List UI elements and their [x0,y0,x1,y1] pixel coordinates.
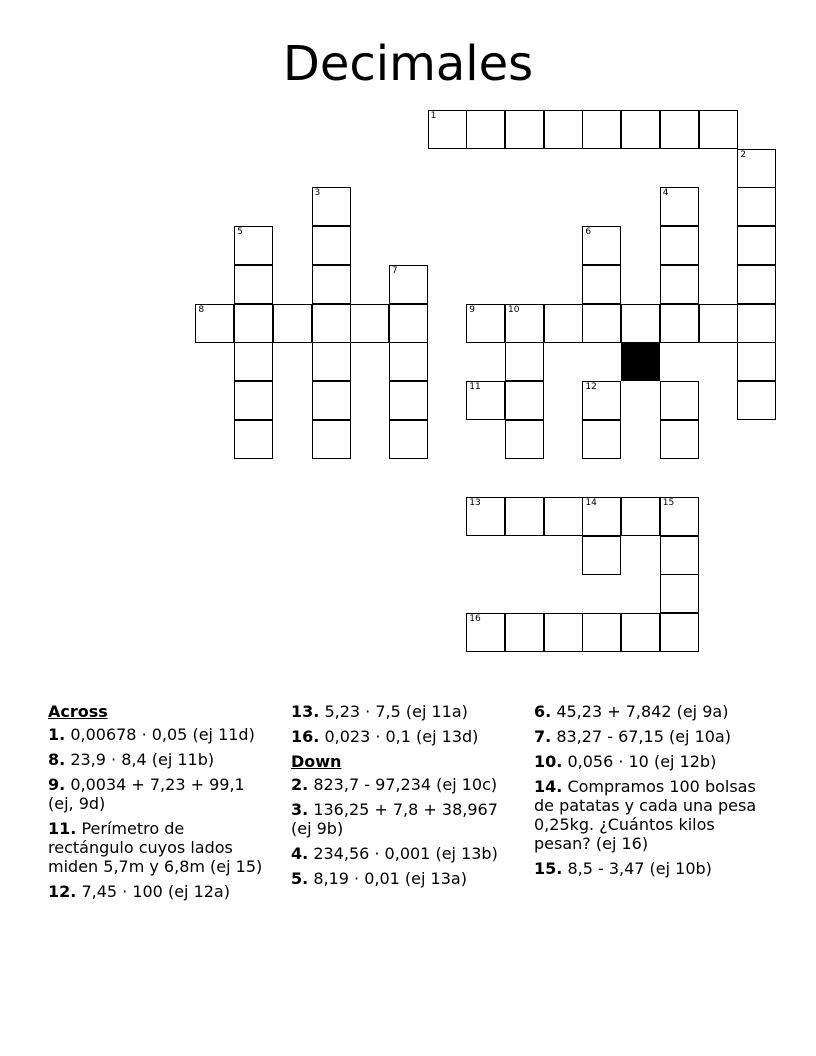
crossword-cell[interactable] [582,497,621,536]
crossword-cell[interactable] [582,613,621,652]
crossword-cell[interactable] [699,110,738,149]
clue-down-3: 3. 136,25 + 7,8 + 38,967 (ej 9b) [291,800,498,838]
crossword-cell[interactable] [505,110,544,149]
crossword-cell[interactable] [195,304,234,343]
crossword-cell[interactable] [660,265,699,304]
crossword-cell[interactable] [312,187,351,226]
cell-number: 15 [662,498,675,508]
crossword-block [621,342,660,381]
clue-across-16: 16. 0,023 · 0,1 (ej 13d) [291,727,479,746]
cell-number: 7 [391,265,398,276]
cell-number: 1 [430,111,437,121]
crossword-cell[interactable] [660,226,699,265]
cell-number: 14 [585,498,597,508]
crossword-cell[interactable] [737,342,776,381]
crossword-cell[interactable] [660,304,699,343]
crossword-cell[interactable] [466,110,505,149]
crossword-cell[interactable] [582,420,621,459]
crossword-cell[interactable] [466,613,505,652]
crossword-cell[interactable] [505,342,544,381]
crossword-cell[interactable] [582,226,621,265]
crossword-cell[interactable] [428,110,467,149]
crossword-cell[interactable] [234,304,273,343]
crossword-cell[interactable] [505,420,544,459]
cell-number: 3 [314,188,321,199]
clue-across-1: 1. 0,00678 · 0,05 (ej 11d) [48,725,255,744]
crossword-cell[interactable] [621,110,660,149]
crossword-cell[interactable] [660,574,699,613]
crossword-cell[interactable] [582,536,621,575]
cell-number: 11 [469,381,481,392]
crossword-cell[interactable] [466,497,505,536]
crossword-cell[interactable] [582,304,621,343]
crossword-cell[interactable] [234,226,273,265]
cell-number: 2 [740,149,746,160]
crossword-cell[interactable] [660,497,699,536]
page-title: Decimales [282,36,534,92]
clue-across-8: 8. 23,9 · 8,4 (ej 11b) [48,750,215,769]
crossword-cell[interactable] [505,304,544,343]
crossword-cell[interactable] [660,420,699,459]
crossword-cell[interactable] [660,381,699,420]
clue-across-13: 13. 5,23 · 7,5 (ej 11a) [291,702,468,721]
down-heading: Down [291,752,342,771]
crossword-cell[interactable] [737,304,776,343]
clue-down-5: 5. 8,19 · 0,01 (ej 13a) [291,869,467,888]
cell-number: 13 [469,498,481,508]
crossword-cell[interactable] [621,613,660,652]
clue-down-2: 2. 823,7 - 97,234 (ej 10c) [291,775,498,794]
clue-down-4: 4. 234,56 · 0,001 (ej 13b) [291,844,498,863]
crossword-cell[interactable] [234,265,273,304]
crossword-cell[interactable] [312,381,351,420]
across-heading: Across [48,702,108,721]
crossword-cell[interactable] [544,304,583,343]
crossword-cell[interactable] [621,304,660,343]
crossword-cell[interactable] [582,110,621,149]
clue-down-15: 15. 8,5 - 3,47 (ej 10b) [534,859,712,878]
crossword-cell[interactable] [737,381,776,420]
crossword-cell[interactable] [544,613,583,652]
crossword-cell[interactable] [660,187,699,226]
crossword-cell[interactable] [389,342,428,381]
cell-number: 4 [662,188,669,199]
crossword-cell[interactable] [505,613,544,652]
crossword-cell[interactable] [660,613,699,652]
clue-down-7: 7. 83,27 - 67,15 (ej 10a) [534,727,731,746]
cell-number: 16 [469,614,481,625]
crossword-cell[interactable] [660,536,699,575]
cell-number: 6 [585,227,592,238]
clues-column-1 [48,702,273,907]
crossword-cell[interactable] [389,381,428,420]
crossword-cell[interactable] [312,420,351,459]
crossword-cell[interactable] [389,304,428,343]
clue-down-10: 10. 0,056 · 10 (ej 12b) [534,752,717,771]
crossword-cell[interactable] [737,149,776,188]
clue-across-9: 9. 0,0034 + 7,23 + 99,1 (ej, 9d) [48,775,245,813]
crossword-cell[interactable] [312,265,351,304]
clue-down-14: 14. Compramos 100 bolsas de patatas y cada una pesa 0,25kg. ¿Cuántos kilos pesan? (ej 16) [534,777,757,853]
clues-column-2 [291,702,516,894]
crossword-cell[interactable] [699,304,738,343]
crossword-cell[interactable] [737,187,776,226]
clue-across-11: 11. Perímetro de rectángulo cuyos lados miden 5,7m y 6,8m (ej 15) [48,819,263,876]
crossword-cell[interactable] [273,304,312,343]
crossword-cell[interactable] [312,342,351,381]
crossword-cell[interactable] [466,304,505,343]
crossword-cell[interactable] [544,497,583,536]
crossword-cell[interactable] [621,497,660,536]
cell-number: 12 [585,381,597,392]
crossword-cell[interactable] [312,226,351,265]
cell-number: 5 [237,227,243,238]
crossword-cell[interactable] [312,304,351,343]
crossword-cell[interactable] [234,342,273,381]
crossword-cell[interactable] [466,381,505,420]
crossword-cell[interactable] [350,304,389,343]
crossword-cell[interactable] [389,265,428,304]
crossword-cell[interactable] [234,381,273,420]
crossword-cell[interactable] [505,381,544,420]
crossword-cell[interactable] [737,226,776,265]
clue-across-12: 12. 7,45 · 100 (ej 12a) [48,882,230,901]
cell-number: 8 [198,304,205,315]
crossword-cell[interactable] [582,265,621,304]
cell-number: 10 [508,304,520,315]
crossword-cell[interactable] [544,110,583,149]
clues-column-3 [534,702,759,884]
cell-number: 9 [469,304,476,315]
crossword-cell[interactable] [389,420,428,459]
clue-down-6: 6. 45,23 + 7,842 (ej 9a) [534,702,729,721]
crossword-cell[interactable] [234,420,273,459]
crossword-cell[interactable] [505,497,544,536]
crossword-cell[interactable] [660,110,699,149]
crossword-cell[interactable] [737,265,776,304]
crossword-cell[interactable] [582,381,621,420]
